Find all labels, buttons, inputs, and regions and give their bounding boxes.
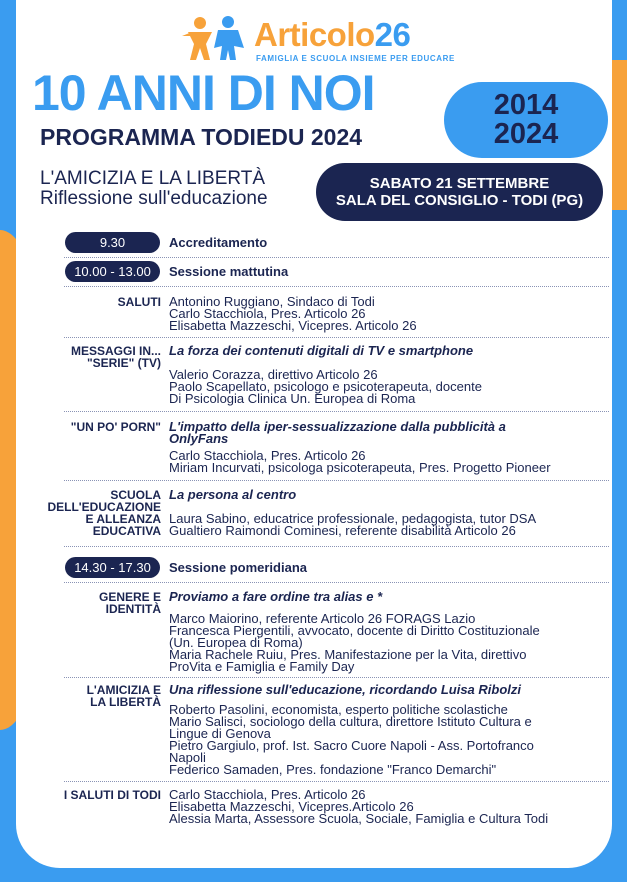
speaker: Maria Rachele Ruiu, Pres. Manifestazione per la Vita, direttivo xyxy=(169,647,527,662)
divider xyxy=(64,582,609,584)
block-label: SCUOLA xyxy=(110,488,161,502)
divider xyxy=(64,781,609,783)
time-badge: 14.30 - 17.30 xyxy=(65,557,160,578)
divider xyxy=(64,286,609,288)
speaker: Marco Maiorino, referente Articolo 26 FORAGS Lazio xyxy=(169,611,476,626)
speaker: Gualtiero Raimondi Cominesi, referente disabilità Articolo 26 xyxy=(169,523,516,538)
block-label: MESSAGGI IN... xyxy=(70,344,161,358)
block-label: "SERIE" (TV) xyxy=(86,356,161,370)
session-label: Sessione pomeridiana xyxy=(169,560,307,575)
brand-name: Articolo26 xyxy=(254,16,411,53)
speaker: ProVita e Famiglia e Family Day xyxy=(169,659,355,674)
year-end: 2024 xyxy=(493,118,559,150)
date-venue-badge xyxy=(316,163,603,221)
divider xyxy=(64,411,609,413)
block-label: EDUCATIVA xyxy=(92,524,161,538)
divider xyxy=(64,677,609,679)
page-title: 10 ANNI DI NOI xyxy=(32,65,375,121)
speaker: Antonino Ruggiano, Sindaco di Todi xyxy=(169,294,375,309)
block-topic: Una riflessione sull'educazione, ricordando Luisa Ribolzi xyxy=(169,682,521,697)
block-topic: L'impatto della iper-sessualizzazione dalla pubblicità a xyxy=(169,419,506,434)
family-logo-icon xyxy=(178,14,248,62)
speaker: Napoli xyxy=(169,750,206,765)
block-topic: La persona al centro xyxy=(169,487,297,502)
subtitle-theme: L'AMICIZIA E LA LIBERTÀ xyxy=(40,168,266,189)
year-start: 2014 xyxy=(493,89,559,121)
block-topic: OnlyFans xyxy=(169,431,229,446)
speaker: Laura Sabino, educatrice professionale, pedagogista, tutor DSA xyxy=(169,511,537,526)
logo xyxy=(178,14,478,64)
speaker: Carlo Stacchiola, Pres. Articolo 26 xyxy=(169,306,366,321)
block-topic: Proviamo a fare ordine tra alias e * xyxy=(169,589,383,604)
speaker: Elisabetta Mazzeschi, Vicepres. Articolo 26 xyxy=(169,318,417,333)
divider xyxy=(64,546,609,548)
block-label: IDENTITÀ xyxy=(105,602,161,616)
time-badge: 9.30 xyxy=(65,232,160,253)
block-label: GENERE E xyxy=(98,590,161,604)
time-badge: 10.00 - 13.00 xyxy=(65,261,160,282)
brand-tagline: FAMIGLIA E SCUOLA INSIEME PER EDUCARE xyxy=(256,54,455,63)
block-label: L'AMICIZIA E xyxy=(86,683,161,697)
program-title: PROGRAMMA TODIEDU 2024 xyxy=(40,124,363,150)
speaker: Carlo Stacchiola, Pres. Articolo 26 xyxy=(169,448,366,463)
speaker: Pietro Gargiulo, prof. Ist. Sacro Cuore Napoli - Ass. Portofranco xyxy=(169,738,534,753)
session-label: Sessione mattutina xyxy=(169,264,289,279)
speaker: Paolo Scapellato, psicologo e psicoterapeuta, docente xyxy=(169,379,482,394)
speaker: Valerio Corazza, direttivo Articolo 26 xyxy=(169,367,378,382)
speaker: Federico Samaden, Pres. fondazione "Franco Demarchi" xyxy=(169,762,497,777)
session-label: Accreditamento xyxy=(169,235,268,250)
speaker: Miriam Incurvati, psicologa psicoterapeuta, Pres. Progetto Pioneer xyxy=(169,460,551,475)
block-topic: La forza dei contenuti digitali di TV e smartphone xyxy=(169,343,474,358)
speaker: Roberto Pasolini, economista, esperto politiche scolastiche xyxy=(169,702,508,717)
years-badge xyxy=(444,82,608,158)
speaker: Alessia Marta, Assessore Scuola, Sociale, Famiglia e Cultura Todi xyxy=(169,811,549,826)
speaker: Di Psicologia Clinica Un. Europea di Roma xyxy=(169,391,416,406)
block-label: DELL'EDUCAZIONE xyxy=(47,500,161,514)
block-label: LA LIBERTÀ xyxy=(90,695,161,709)
speaker: Elisabetta Mazzeschi, Vicepres.Articolo 26 xyxy=(169,799,414,814)
speaker: Lingue di Genova xyxy=(169,726,271,741)
block-label: SALUTI xyxy=(117,295,161,309)
event-venue: SALA DEL CONSIGLIO - TODI (PG) xyxy=(335,192,584,209)
speaker: Francesca Piergentili, avvocato, docente di Diritto Costituzionale xyxy=(169,623,540,638)
block-label: E ALLEANZA xyxy=(85,512,161,526)
block-label: I SALUTI DI TODI xyxy=(63,788,161,802)
event-date: SABATO 21 SETTEMBRE xyxy=(369,175,550,192)
block-label: "UN PO' PORN" xyxy=(70,420,161,434)
speaker: Carlo Stacchiola, Pres. Articolo 26 xyxy=(169,787,366,802)
subtitle-reflection: Riflessione sull'educazione xyxy=(40,188,268,209)
speaker: (Un. Europea di Roma) xyxy=(169,635,303,650)
divider xyxy=(64,257,609,259)
divider xyxy=(64,480,609,482)
speaker: Mario Salisci, sociologo della cultura, direttore Istituto Cultura e xyxy=(169,714,532,729)
divider xyxy=(64,337,609,339)
